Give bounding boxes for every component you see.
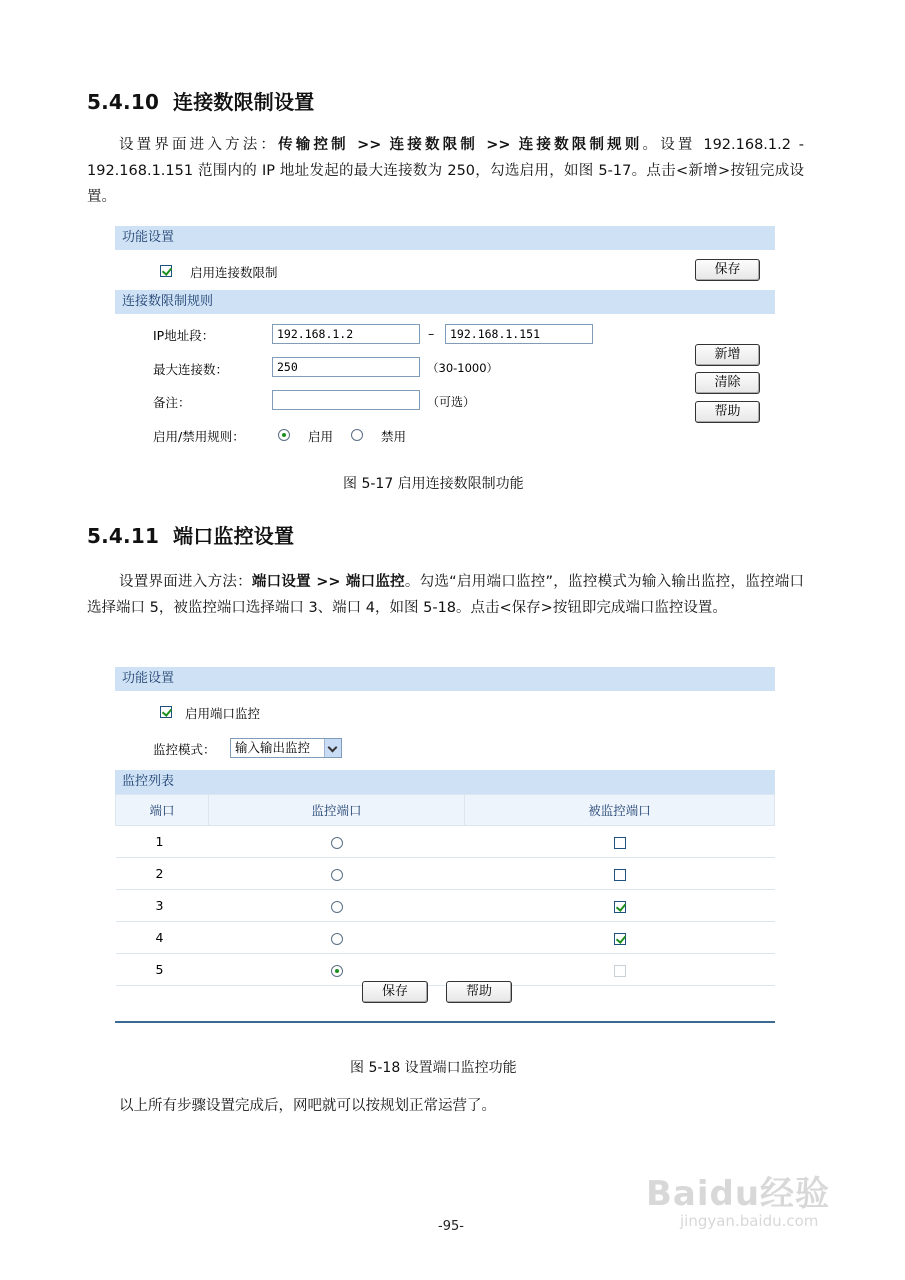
figure-caption-5-17: 图 5-17 启用连接数限制功能	[343, 476, 524, 492]
monitor-table	[115, 794, 775, 986]
max-connections-input[interactable]: 250	[272, 357, 420, 377]
baidu-watermark-logo: Baidu经验	[646, 1174, 831, 1214]
enable-connection-limit-label: 启用连接数限制	[190, 265, 278, 280]
ip-end-input[interactable]: 192.168.1.151	[445, 324, 593, 344]
monitor-mode-value: 输入输出监控	[235, 740, 311, 755]
table-row	[116, 954, 775, 986]
menu-path: 端口设置 >> 端口监控	[251, 574, 405, 590]
remark-hint: （可选）	[427, 395, 476, 409]
section-number: 5.4.11	[87, 524, 160, 548]
port-number: 2	[116, 858, 209, 890]
save-button[interactable]: 保存	[695, 259, 760, 281]
function-settings-header: 功能设置	[115, 667, 775, 691]
monitored-port-checkbox[interactable]	[614, 837, 626, 849]
port-number: 1	[116, 826, 209, 858]
monitored-port-cell	[465, 858, 775, 890]
monitor-port-cell	[209, 890, 465, 922]
port-number: 5	[116, 954, 209, 986]
monitored-port-checkbox[interactable]	[614, 869, 626, 881]
table-row	[116, 922, 775, 954]
monitor-port-radio[interactable]	[331, 869, 343, 881]
add-button[interactable]: 新增	[695, 344, 760, 366]
section-title: 连接数限制设置	[173, 90, 315, 114]
port-number: 3	[116, 890, 209, 922]
para-prefix: 设置界面进入方法：	[119, 574, 252, 590]
section-paragraph	[87, 132, 804, 210]
monitored-port-cell	[465, 954, 775, 986]
connection-limit-panel	[115, 226, 775, 456]
save-button[interactable]: 保存	[362, 981, 428, 1003]
clear-button[interactable]: 清除	[695, 372, 760, 394]
enable-port-monitor-label: 启用端口监控	[185, 706, 261, 721]
port-monitor-panel	[115, 667, 775, 1012]
para-prefix: 设置界面进入方法：	[119, 137, 279, 153]
remark-input[interactable]	[272, 390, 420, 410]
section-paragraph	[87, 569, 804, 621]
monitor-port-cell	[209, 826, 465, 858]
enable-port-monitor-checkbox[interactable]	[160, 706, 172, 718]
monitor-port-radio[interactable]	[331, 837, 343, 849]
monitor-mode-select[interactable]	[230, 738, 342, 758]
page-number: -95-	[438, 1219, 464, 1234]
table-row	[116, 890, 775, 922]
help-button[interactable]: 帮助	[446, 981, 512, 1003]
enable-rule-label: 启用	[308, 429, 334, 444]
monitored-port-cell	[465, 922, 775, 954]
closing-paragraph: 以上所有步骤设置完成后，网吧就可以按规划正常运营了。	[119, 1098, 496, 1114]
rule-header: 连接数限制规则	[115, 290, 775, 314]
rule-toggle-label: 启用/禁用规则：	[153, 429, 245, 444]
column-monitor-port: 监控端口	[209, 795, 465, 826]
monitored-port-cell	[465, 826, 775, 858]
monitor-list-header: 监控列表	[115, 770, 775, 794]
monitor-port-cell	[209, 922, 465, 954]
table-row	[116, 858, 775, 890]
para-text: 。设置 192.168.1.2 - 192.168.1.151 范围内的 IP 地址发起的最大连接数为 250，勾选启用，如图 5-17。点击<新增>按钮完成设置。	[87, 137, 804, 205]
disable-rule-label: 禁用	[381, 429, 407, 444]
table-header-row	[116, 795, 775, 826]
baidu-watermark-url: jingyan.baidu.com	[680, 1212, 819, 1230]
para-text: 。勾选“启用端口监控”，监控模式为输入输出监控，监控端口选择端口 5，被监控端口选择端口 3、端口 4，如图 5-18。点击<保存>按钮即完成端口监控设置。	[87, 574, 804, 616]
monitored-port-checkbox[interactable]	[614, 901, 626, 913]
max-connections-hint: （30-1000）	[427, 361, 499, 375]
max-connections-label: 最大连接数：	[153, 362, 229, 377]
monitored-port-checkbox	[614, 965, 626, 977]
section-heading-5-4-11	[87, 520, 294, 549]
monitored-port-cell	[465, 890, 775, 922]
monitor-port-radio[interactable]	[331, 933, 343, 945]
section-heading-5-4-10	[87, 86, 314, 115]
section-number: 5.4.10	[87, 90, 160, 114]
ip-range-label: IP地址段：	[153, 328, 215, 343]
column-port: 端口	[116, 795, 209, 826]
monitored-port-checkbox[interactable]	[614, 933, 626, 945]
monitor-mode-label: 监控模式：	[153, 742, 216, 757]
column-monitored-port: 被监控端口	[465, 795, 775, 826]
enable-rule-radio[interactable]	[278, 429, 290, 441]
menu-path: 传输控制 >> 连接数限制 >> 连接数限制规则	[278, 137, 643, 153]
remark-label: 备注：	[153, 395, 191, 410]
chevron-down-icon[interactable]	[324, 739, 341, 757]
port-number: 4	[116, 922, 209, 954]
monitor-port-radio[interactable]	[331, 901, 343, 913]
enable-connection-limit-checkbox[interactable]	[160, 265, 172, 277]
ip-range-dash: –	[428, 326, 435, 341]
section-title: 端口监控设置	[173, 524, 295, 548]
figure-caption-5-18: 图 5-18 设置端口监控功能	[350, 1060, 517, 1076]
help-button[interactable]: 帮助	[695, 401, 760, 423]
monitor-port-cell	[209, 858, 465, 890]
monitor-port-radio[interactable]	[331, 965, 343, 977]
disable-rule-radio[interactable]	[351, 429, 363, 441]
table-row	[116, 826, 775, 858]
ip-start-input[interactable]: 192.168.1.2	[272, 324, 420, 344]
function-settings-header: 功能设置	[115, 226, 775, 250]
panel-bottom-divider	[115, 1021, 775, 1023]
